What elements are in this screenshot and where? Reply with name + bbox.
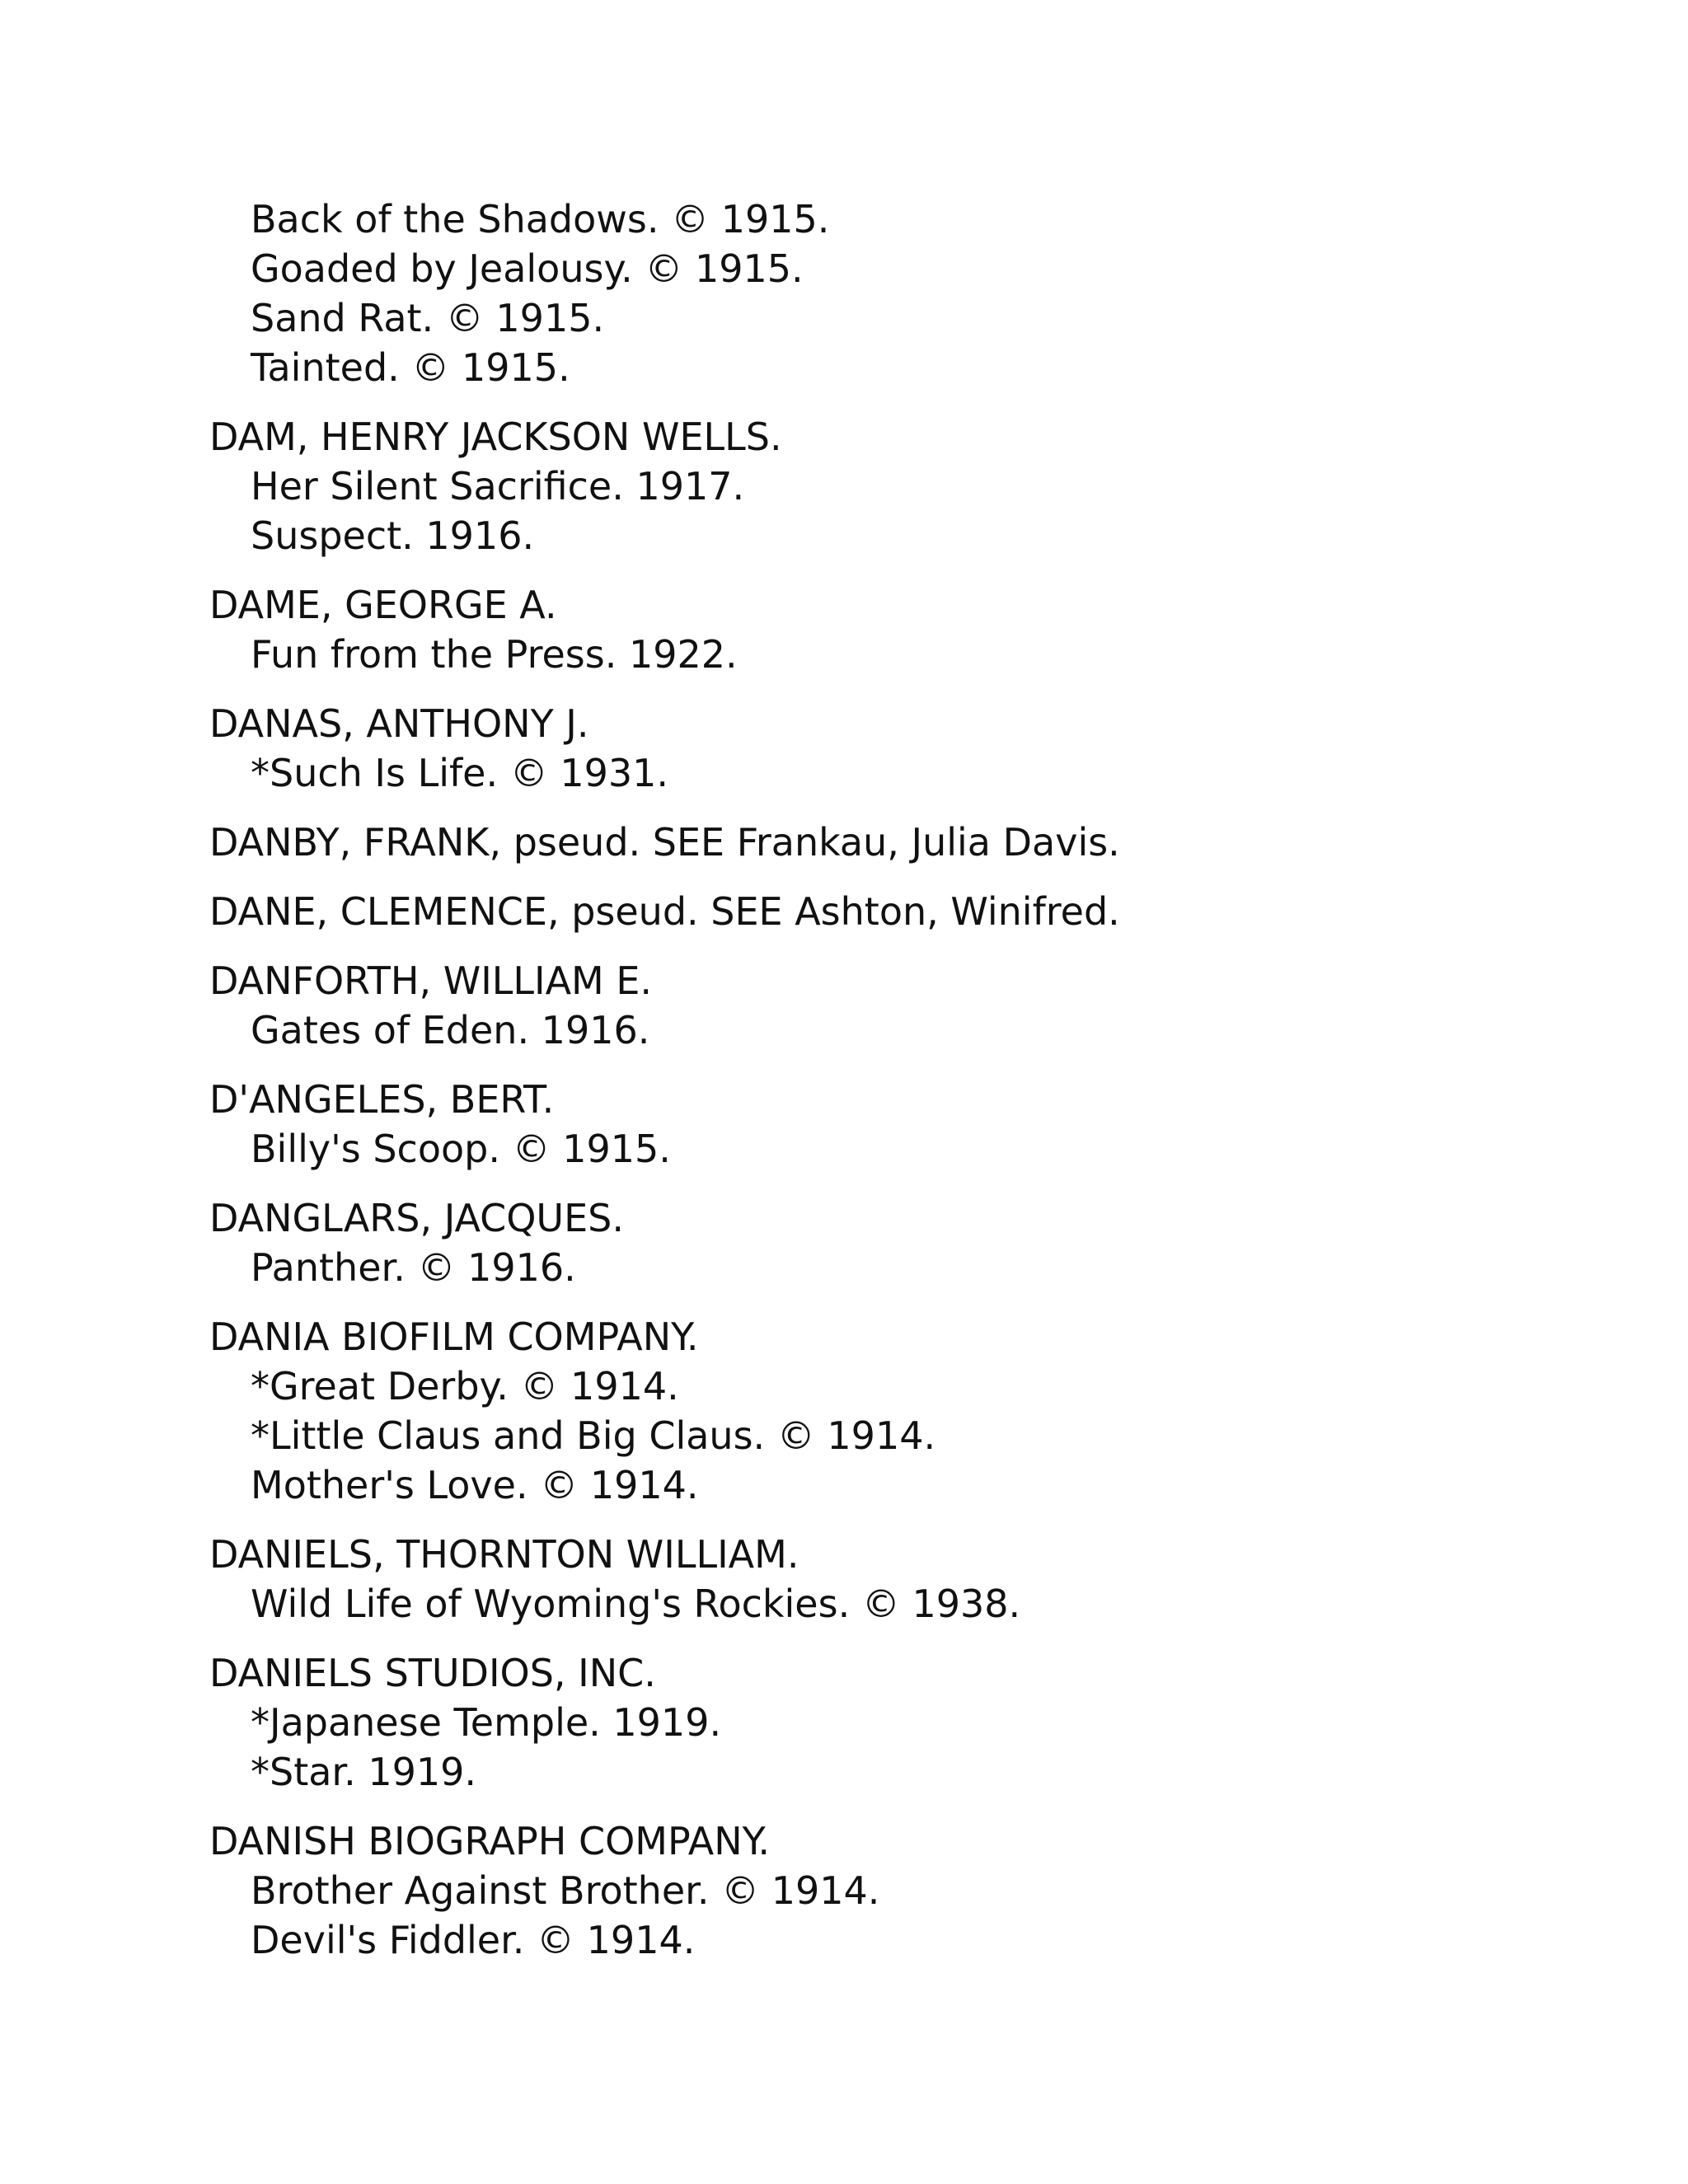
entry-heading: DANGLARS, JACQUES.	[209, 1196, 624, 1240]
entry-title: *Great Derby. © 1914.	[251, 1364, 679, 1408]
entry-title: Panther. © 1916.	[251, 1245, 576, 1290]
catalog-entry	[209, 1312, 1611, 1510]
entry-heading: DANIA BIOFILM COMPANY.	[209, 1315, 699, 1359]
entry-title: Devil's Fiddler. © 1914.	[251, 1918, 696, 1962]
catalog-entry	[209, 1193, 1611, 1292]
catalog-entry	[209, 412, 1611, 560]
entry-title: Mother's Love. © 1914.	[251, 1463, 699, 1507]
catalog-entry	[209, 1648, 1611, 1797]
catalog-entry	[209, 699, 1611, 798]
catalog-entry	[209, 1816, 1611, 1965]
entry-title: Back of the Shadows. © 1915.	[251, 197, 830, 241]
entry-title: Billy's Scoop. © 1915.	[251, 1127, 671, 1171]
entry-heading: DANIELS STUDIOS, INC.	[209, 1651, 656, 1695]
entry-heading: DANBY, FRANK, pseud. SEE Frankau, Julia Davis.	[209, 820, 1120, 865]
entry-title: Gates of Eden. 1916.	[251, 1008, 650, 1052]
catalog-entry	[209, 887, 1611, 936]
entry-title: Sand Rat. © 1915.	[251, 296, 605, 340]
entry-heading: DANAS, ANTHONY J.	[209, 701, 589, 746]
catalog-entry	[209, 1075, 1611, 1174]
entry-title: Her Silent Sacrifice. 1917.	[251, 464, 745, 509]
entry-title: *Japanese Temple. 1919.	[251, 1700, 722, 1745]
entry-title: *Star. 1919.	[251, 1750, 477, 1794]
entry-heading: DAM, HENRY JACKSON WELLS.	[209, 415, 782, 459]
catalog-entries	[209, 194, 1611, 1985]
catalog-entry	[209, 818, 1611, 867]
entry-heading: D'ANGELES, BERT.	[209, 1077, 555, 1122]
entry-heading: DANE, CLEMENCE, pseud. SEE Ashton, Winifred.	[209, 889, 1120, 934]
entry-title: Wild Life of Wyoming's Rockies. © 1938.	[251, 1582, 1021, 1626]
entry-title: Brother Against Brother. © 1914.	[251, 1868, 880, 1913]
entry-title: *Little Claus and Big Claus. © 1914.	[251, 1413, 936, 1458]
entry-title: Goaded by Jealousy. © 1915.	[251, 246, 804, 291]
catalog-entry	[209, 194, 1611, 392]
entry-title: Suspect. 1916.	[251, 513, 535, 558]
entry-title: Tainted. © 1915.	[251, 345, 570, 390]
entry-heading: DANISH BIOGRAPH COMPANY.	[209, 1819, 771, 1863]
catalog-entry	[209, 1530, 1611, 1629]
entry-title: *Such Is Life. © 1931.	[251, 751, 669, 795]
entry-heading: DANIELS, THORNTON WILLIAM.	[209, 1532, 799, 1577]
catalog-entry	[209, 956, 1611, 1055]
entry-heading: DAME, GEORGE A.	[209, 583, 557, 627]
entry-heading: DANFORTH, WILLIAM E.	[209, 958, 653, 1003]
catalog-entry	[209, 580, 1611, 679]
entry-title: Fun from the Press. 1922.	[251, 632, 738, 677]
